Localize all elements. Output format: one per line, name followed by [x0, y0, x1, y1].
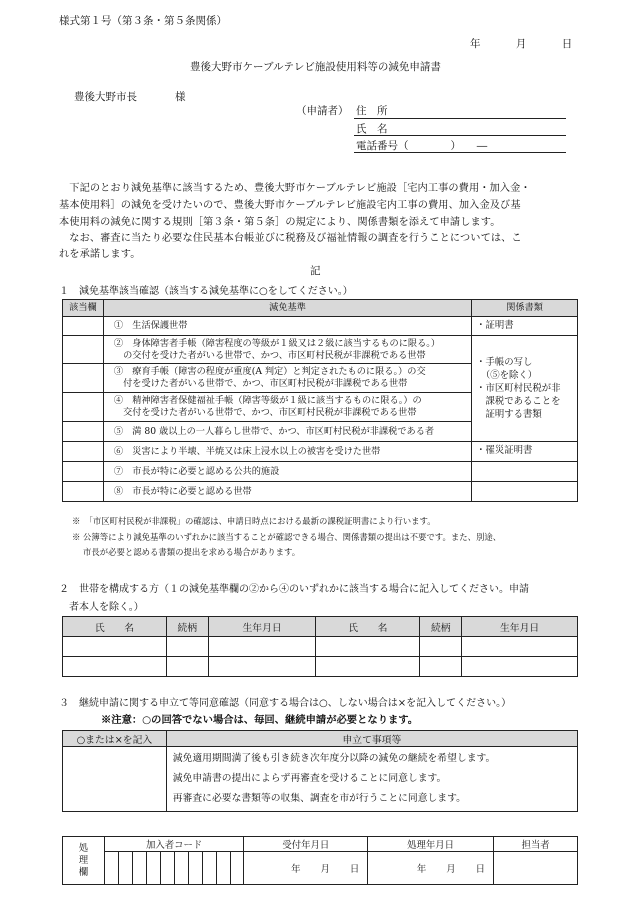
processed-date-cell[interactable] — [368, 852, 494, 885]
check-cell-6[interactable] — [63, 442, 104, 462]
member-header-relation-2: 続柄 — [420, 617, 462, 637]
doc-disaster-certificate: ・罹災証明書 — [472, 442, 578, 462]
date-day: 日 — [561, 38, 573, 50]
criteria-3 — [103, 364, 471, 393]
consent-header-items: 申立て事項等 — [166, 731, 577, 747]
processed-year: 年 — [416, 864, 427, 875]
consent-items-cell — [166, 747, 577, 812]
household-members-table — [62, 616, 578, 677]
member-birthdate-cell[interactable] — [462, 637, 578, 657]
criteria-2-line-1: ② 身体障害者手帳（障害程度の等級が１級又は２級に該当するものに限る。） — [113, 337, 441, 349]
body-line-2: 基本使用料］の減免を受けたいので、豊後大野市ケーブルテレビ施設宅内工事の費用、加入金及び基 — [59, 200, 521, 211]
section3-heading: ３ 継続申請に関する申立て等同意確認（同意する場合は○、しない場合は×を記入してください。） — [59, 698, 512, 709]
member-row — [63, 657, 578, 677]
code-digit-cell[interactable] — [118, 852, 132, 885]
doc-empty-7 — [472, 462, 578, 482]
criteria-8 — [103, 482, 471, 502]
code-digit-cell[interactable] — [104, 852, 118, 885]
member-header-name: 氏 名 — [63, 617, 167, 637]
received-month: 月 — [320, 864, 330, 875]
body-line-1: 下記のとおり減免基準に該当するため、豊後大野市ケーブルテレビ施設［宅内工事の費用・加入金・ — [59, 183, 531, 194]
processed-month: 月 — [446, 864, 456, 875]
criteria-2 — [103, 336, 471, 364]
check-cell-8[interactable] — [63, 482, 104, 502]
code-digit-cell[interactable] — [230, 852, 244, 885]
criteria-5 — [103, 422, 471, 442]
subscriber-code-header: 加入者コード — [104, 837, 244, 852]
member-relation-cell[interactable] — [166, 637, 208, 657]
consent-item-3: 再審査に必要な書類等の収集、調査を市が行うことに同意します。 — [172, 793, 466, 804]
criteria-1-line-1: ① 生活保護世帯 — [113, 320, 188, 331]
section1-note-2: ※ 公簿等により減免基準のいずれかに該当することが確認できる場合、関係書類の提出は不要です。また、別途、 — [72, 532, 502, 542]
section1-note-3: 市長が必要と認める書類の提出を求める場合があります。 — [72, 547, 301, 557]
member-row — [63, 637, 578, 657]
member-birthdate-cell[interactable] — [462, 657, 578, 677]
member-header-name-2: 氏 名 — [316, 617, 420, 637]
addressee-honorific: 様 — [175, 91, 186, 103]
applicant-name-label: 氏 名 — [356, 123, 388, 135]
criteria-7 — [103, 462, 471, 482]
criteria-6 — [103, 442, 471, 462]
code-digit-cell[interactable] — [160, 852, 174, 885]
criteria-8-line-1: ⑧ 市長が特に必要と認める世帯 — [113, 485, 252, 497]
received-date-header: 受付年月日 — [244, 837, 368, 852]
check-cell-5[interactable] — [63, 422, 104, 442]
addressee-name: 豊後大野市長 — [74, 91, 137, 103]
criteria-1 — [103, 317, 471, 336]
code-digit-cell[interactable] — [216, 852, 230, 885]
received-year: 年 — [291, 864, 301, 875]
applicant-label: （申請者） — [296, 105, 349, 117]
check-cell-3[interactable] — [63, 364, 104, 393]
check-cell-1[interactable] — [63, 317, 104, 336]
code-digit-cell[interactable] — [202, 852, 216, 885]
doc-group-line-2: （⑤を除く） — [476, 370, 538, 381]
doc-group-line-5: 証明する書類 — [476, 409, 542, 420]
criteria-3-line-1: ③ 療育手帳（障害の程度が重度(A 判定）と判定されたものに限る。）の交 — [113, 366, 426, 377]
section3-caution: ※注意：○の回答でない場合は、毎回、継続申請が必要となります。 — [101, 714, 419, 726]
processing-table — [62, 836, 578, 885]
code-digit-cell[interactable] — [132, 852, 146, 885]
name-underline — [354, 135, 566, 136]
date-line — [470, 36, 572, 51]
code-digit-cell[interactable] — [188, 852, 202, 885]
check-cell-7[interactable] — [63, 462, 104, 482]
criteria-4-line-2: 交付を受けた者がいる世帯で、かつ、市区町村民税が非課税である世帯 — [113, 407, 417, 418]
side-char-2: 理 — [78, 854, 89, 866]
ki-heading: 記 — [310, 265, 321, 277]
criteria-6-line-1: ⑥ 災害により半壊、半焼又は床上浸水以上の被害を受けた世帯 — [113, 445, 381, 457]
section1-note-1: ※ 「市区町村民税が非課税」の確認は、申請日時点における最新の課税証明書により行います。 — [72, 516, 436, 526]
member-birthdate-cell[interactable] — [208, 637, 316, 657]
continuation-consent-table — [62, 730, 578, 812]
member-name-cell[interactable] — [63, 657, 167, 677]
processed-date-header: 処理年月日 — [368, 837, 494, 852]
criteria-5-line-1: ⑤ 満 80 歳以上の一人暮らし世帯で、かつ、市区町村民税が非課税である者 — [113, 425, 435, 437]
criteria-3-line-2: 付を受けた者がいる世帯で、かつ、市区町村民税が非課税である世帯 — [113, 378, 408, 389]
received-date-cell[interactable] — [244, 852, 368, 885]
header-criteria: 減免基準 — [103, 300, 471, 317]
check-cell-4[interactable] — [63, 393, 104, 422]
document-title: 豊後大野市ケーブルテレビ施設使用料等の減免申請書 — [190, 61, 441, 73]
doc-empty-8 — [472, 482, 578, 502]
consent-item-2: 減免申請書の提出によらず再審査を受けることに同意します。 — [172, 773, 447, 784]
member-relation-cell[interactable] — [420, 657, 462, 677]
code-digit-cell[interactable] — [146, 852, 160, 885]
header-applicable: 該当欄 — [63, 300, 104, 317]
doc-handbook-group — [472, 336, 578, 442]
member-name-cell[interactable] — [316, 637, 420, 657]
phone-underline — [354, 152, 566, 153]
check-cell-2[interactable] — [63, 336, 104, 364]
member-relation-cell[interactable] — [420, 637, 462, 657]
consent-item-1: 減免適用期間満了後も引き続き次年度分以降の減免の継続を希望します。 — [172, 753, 496, 764]
staff-cell[interactable] — [494, 852, 578, 885]
received-day: 日 — [349, 864, 360, 875]
member-birthdate-cell[interactable] — [208, 657, 316, 677]
doc-group-line-4: 課税であることを — [476, 396, 561, 407]
section2-heading-2: 者本人を除く。） — [59, 602, 144, 613]
doc-group-line-1: ・手帳の写し — [476, 357, 533, 368]
date-month: 月 — [515, 38, 527, 50]
doc-certificate: ・証明書 — [472, 317, 578, 336]
processed-day: 日 — [475, 864, 486, 875]
date-year: 年 — [470, 38, 481, 50]
section2-heading-1: ２ 世帯を構成する方（１の減免基準欄の②から④のいずれかに該当する場合に記入してください。申請 — [59, 584, 529, 595]
section1-heading: １ 減免基準該当確認（該当する減免基準に○をしてください。） — [59, 286, 353, 297]
address-underline — [354, 118, 566, 119]
body-line-5: れを承諾します。 — [59, 249, 141, 260]
form-number: 様式第１号（第３条・第５条関係） — [59, 15, 227, 27]
header-documents: 関係書類 — [472, 300, 578, 317]
side-char-1: 処 — [78, 842, 89, 854]
member-name-cell[interactable] — [63, 637, 167, 657]
criteria-2-line-2: の交付を受けた者がいる世帯で、かつ、市区町村民税が非課税である世帯 — [113, 349, 426, 361]
consent-mark-cell[interactable] — [63, 747, 167, 812]
member-relation-cell[interactable] — [166, 657, 208, 677]
member-header-relation: 続柄 — [166, 617, 208, 637]
processing-side-label — [63, 837, 105, 885]
member-header-birthdate-2: 生年月日 — [462, 617, 578, 637]
member-header-birthdate: 生年月日 — [208, 617, 316, 637]
applicant-address-label: 住 所 — [356, 105, 388, 117]
side-char-3: 欄 — [78, 866, 89, 878]
doc-group-line-3: ・市区町村民税が非 — [476, 383, 561, 394]
code-digit-cell[interactable] — [174, 852, 188, 885]
body-line-3: 本使用料の減免に関する規則［第３条・第５条］の規定により、関係書類を添えて申請します。 — [59, 217, 501, 228]
criteria-7-line-1: ⑦ 市長が特に必要と認める公共的施設 — [113, 465, 280, 477]
member-name-cell[interactable] — [316, 657, 420, 677]
consent-header-mark: ○または×を記入 — [63, 731, 167, 747]
criteria-4 — [103, 393, 471, 422]
criteria-4-line-1: ④ 精神障害者保健福祉手帳（障害等級が１級に該当するものに限る。）の — [113, 395, 422, 406]
staff-header: 担当者 — [494, 837, 578, 852]
applicant-phone-label: 電話番号（ ） ― — [356, 140, 488, 152]
exemption-criteria-table — [62, 299, 578, 502]
body-line-4: なお、審査に当たり必要な住民基本台帳並びに税務及び福祉情報の調査を行うことについては、こ — [59, 233, 522, 244]
